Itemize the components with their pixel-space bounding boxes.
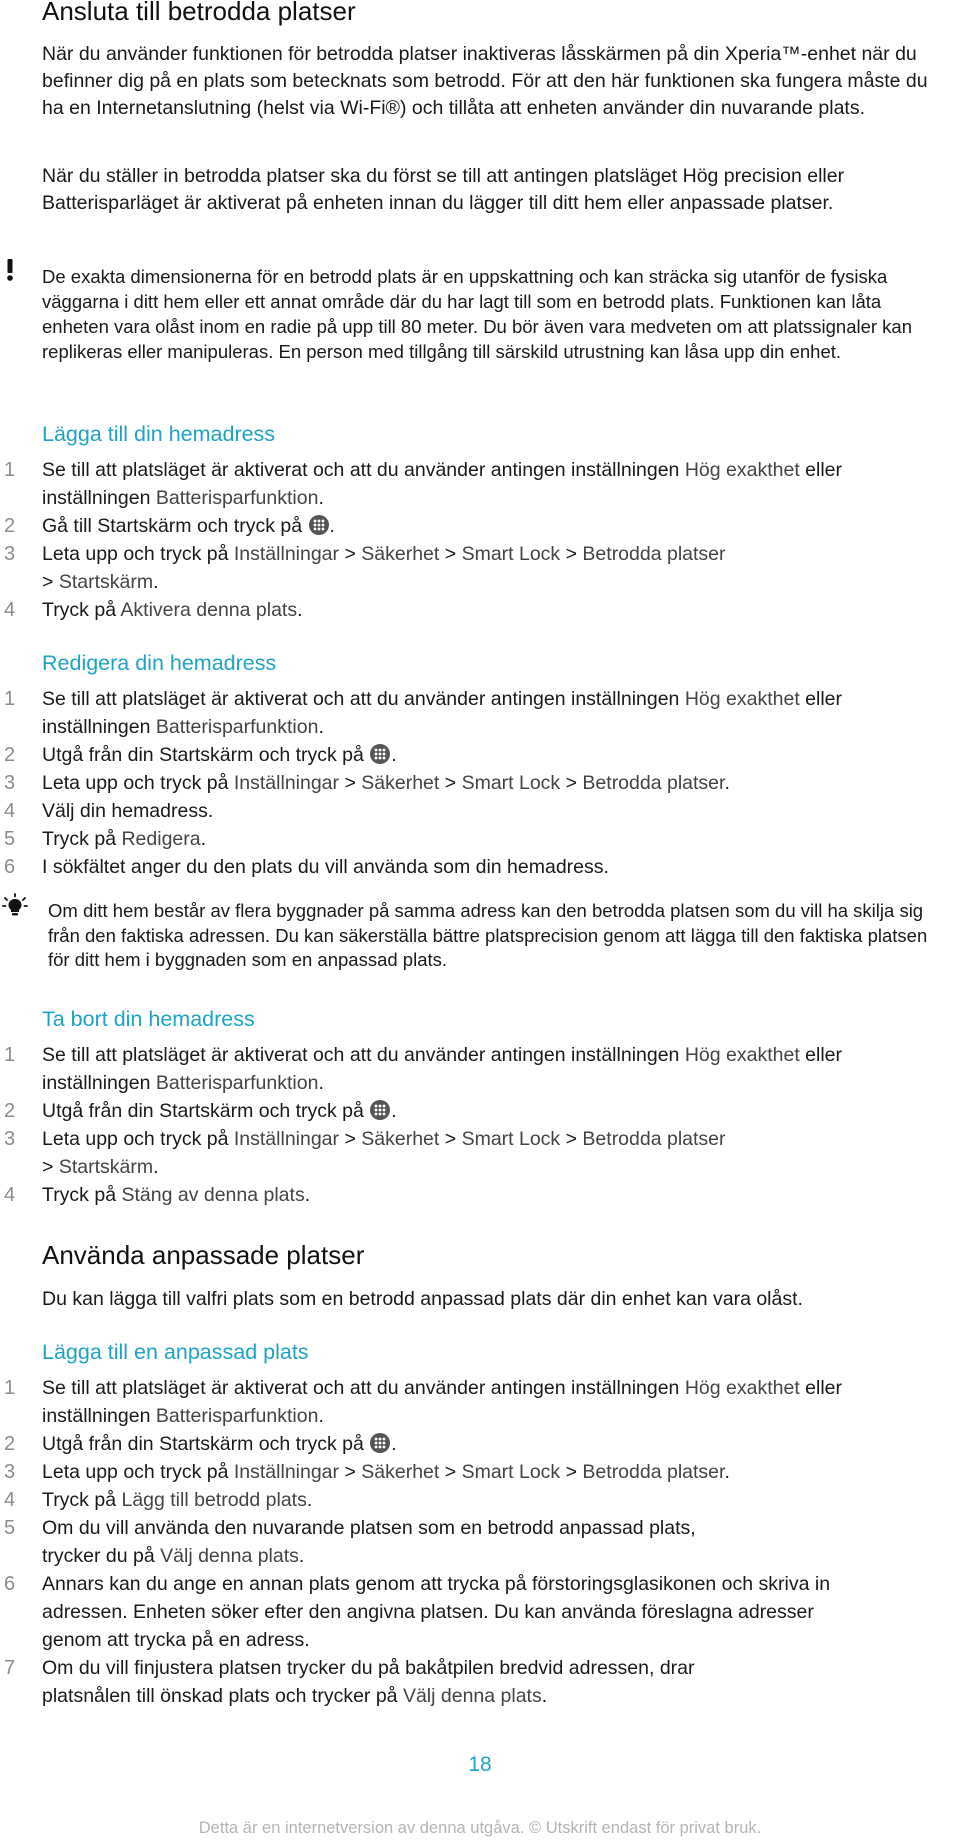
subheading-edit-home: Redigera din hemadress xyxy=(42,651,277,675)
step-text: Tryck på Redigera. xyxy=(42,828,207,850)
app-drawer-icon xyxy=(370,1100,390,1120)
ui-label: Hög exakthet xyxy=(684,459,800,481)
step-text: Se till att platsläget är aktiverat och att du använder antingen inställningen Hög exakthet eller inställningen Batterisparfunktion. xyxy=(42,459,843,509)
step-text: Leta upp och tryck på Inställningar > Säkerhet > Smart Lock > Betrodda platser > Startskärm. xyxy=(42,543,726,593)
step-text: Utgå från din Startskärm och tryck på . xyxy=(42,744,397,766)
app-drawer-icon xyxy=(309,515,329,535)
step-text: Om du vill använda den nuvarande platsen som en betrodd anpassad plats, trycker du på Välj denna plats. xyxy=(42,1517,696,1567)
step-number: 1 xyxy=(4,1377,16,1399)
step-number: 4 xyxy=(4,800,16,822)
step-number: 3 xyxy=(4,543,16,565)
subheading-remove-home: Ta bort din hemadress xyxy=(42,1007,255,1031)
step-text: Leta upp och tryck på Inställningar > Säkerhet > Smart Lock > Betrodda platser. xyxy=(42,1461,730,1483)
section-title-custom-places: Använda anpassade platser xyxy=(42,1240,365,1270)
step-number: 4 xyxy=(4,1184,16,1206)
step-number: 2 xyxy=(4,1100,16,1122)
step-text: Tryck på Lägg till betrodd plats. xyxy=(42,1489,313,1511)
step-number: 4 xyxy=(4,599,16,621)
step-text: Om du vill finjustera platsen trycker du på bakåtpilen bredvid adressen, drar platsnålen till önskad plats och trycker på Välj denna plats. xyxy=(42,1657,695,1707)
step-number: 2 xyxy=(4,1433,16,1455)
app-drawer-icon xyxy=(370,1433,390,1453)
step-number: 2 xyxy=(4,744,16,766)
lightbulb-icon xyxy=(2,893,28,917)
subheading-add-custom: Lägga till en anpassad plats xyxy=(42,1340,309,1364)
step-text: Leta upp och tryck på Inställningar > Säkerhet > Smart Lock > Betrodda platser. xyxy=(42,772,730,794)
step-number: 5 xyxy=(4,1517,16,1539)
step-text: I sökfältet anger du den plats du vill använda som din hemadress. xyxy=(42,856,609,878)
step-number: 5 xyxy=(4,828,16,850)
step-number: 1 xyxy=(4,688,16,710)
step-text: Tryck på Aktivera denna plats. xyxy=(42,599,303,621)
step-text: Utgå från din Startskärm och tryck på . xyxy=(42,1433,397,1455)
step-text: Leta upp och tryck på Inställningar > Säkerhet > Smart Lock > Betrodda platser > Startskärm. xyxy=(42,1128,726,1178)
page-number: 18 xyxy=(468,1753,492,1776)
step-text: Se till att platsläget är aktiverat och att du använder antingen inställningen Hög exakthet eller inställningen Batterisparfunktion. xyxy=(42,1377,843,1427)
section-intro: Du kan lägga till valfri plats som en betrodd anpassad plats där din enhet kan vara olåst. xyxy=(42,1288,803,1310)
step-number: 4 xyxy=(4,1489,16,1511)
exclamation-icon xyxy=(4,258,16,282)
step-text: Se till att platsläget är aktiverat och att du använder antingen inställningen Hög exakthet eller inställningen Batterisparfunktion. xyxy=(42,1044,843,1094)
step-number: 6 xyxy=(4,856,16,878)
intro-paragraph-2: När du ställer in betrodda platser ska du först se till att antingen platsläget Hög precision eller Batterisparläget är aktiverat på enheten innan du lägger till ditt hem eller anpassade platser. xyxy=(42,165,845,214)
footer-text: Detta är en internetversion av denna utgåva. © Utskrift endast för privat bruk. xyxy=(198,1819,762,1837)
subheading-add-home: Lägga till din hemadress xyxy=(42,422,276,446)
page-title: Ansluta till betrodda platser xyxy=(42,0,356,26)
ui-label: Batterisparfunktion xyxy=(155,487,319,509)
step-number: 1 xyxy=(4,1044,16,1066)
step-text: Gå till Startskärm och tryck på . xyxy=(42,515,335,537)
step-number: 6 xyxy=(4,1573,16,1595)
step-number: 3 xyxy=(4,772,16,794)
app-drawer-icon xyxy=(370,744,390,764)
step-number: 1 xyxy=(4,459,16,481)
tip-note: Om ditt hem består av flera byggnader på samma adress kan den betrodda platsen som du vill ha skilja sig från den faktiska adressen. Du kan säkerställa bättre platsprecision genom att lägga till den faktiska platsen för ditt hem i byggnaden som en anpassad plats. xyxy=(48,900,928,970)
step-number: 3 xyxy=(4,1461,16,1483)
step-text: Utgå från din Startskärm och tryck på . xyxy=(42,1100,397,1122)
step-number: 3 xyxy=(4,1128,16,1150)
step-text: Tryck på Stäng av denna plats. xyxy=(42,1184,311,1206)
step-text: Se till att platsläget är aktiverat och att du använder antingen inställningen Hög exakthet eller inställningen Batterisparfunktion. xyxy=(42,688,843,738)
step-text: Annars kan du ange en annan plats genom att trycka på förstoringsglasikonen och skriva in adressen. Enheten söker efter den angivna platsen. Du kan använda föreslagna adresser genom att trycka på en adress. xyxy=(42,1573,831,1651)
step-number: 7 xyxy=(4,1657,16,1679)
step-text: Välj din hemadress. xyxy=(42,800,214,822)
step-number: 2 xyxy=(4,515,16,537)
intro-paragraph-1: När du använder funktionen för betrodda platser inaktiveras låsskärmen på din Xperia™-enhet när du befinner dig på en plats som betecknats som betrodd. För att den här funktionen ska fungera måste du ha en Internetanslutning (helst via Wi-Fi®) och tillåta att enheten använder din nuvarande plats. xyxy=(42,43,928,119)
warning-note: De exakta dimensionerna för en betrodd plats är en uppskattning och kan sträcka sig utanför de fysiska väggarna i ditt hem eller ett annat område där du har lagt till som en betrodd plats. Funktionen kan låta enheten vara olåst inom en radie på upp till 80 meter. Du bör även vara medveten om att platssignaler kan replikeras eller manipuleras. En person med tillgång till särskild utrustning kan låsa upp din enhet. xyxy=(42,266,913,362)
